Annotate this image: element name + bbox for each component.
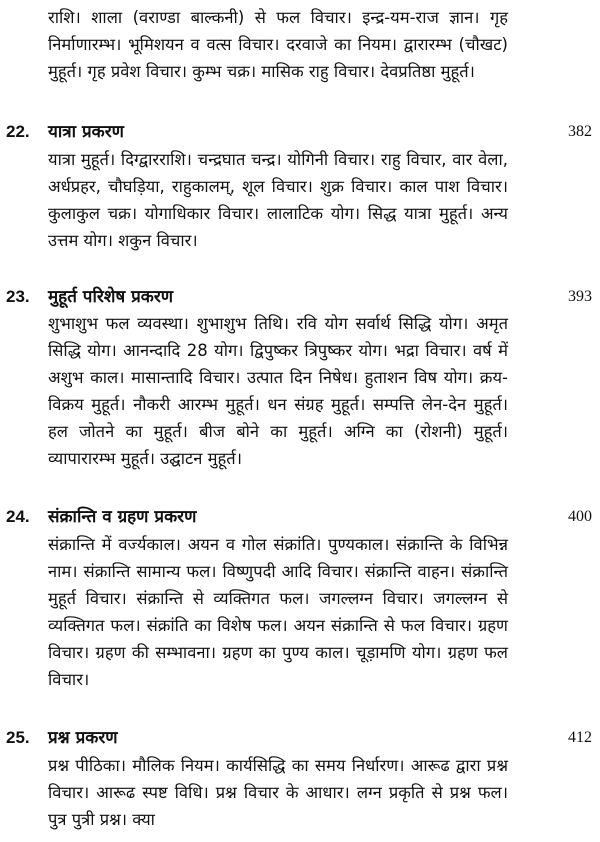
section-paragraph-23: शुभाशुभ फल व्यवस्था। शुभाशुभ तिथि। रवि योग सर्वार्थ सिद्धि योग। अमृत सिद्धि योग। आनन्दादि 28 योग। द्विपुष्कर त्रिपुष्कर योग। भद्रा विचार। वर्ष में अशुभ काल। मासान्तादि विचार। उत्पात दिन निषेध। हुताशन विष योग। क्रय-विक्रय मुहूर्त। नौकरी आरम्भ मुहूर्त। धन संग्रह मुहूर्त। सम्पत्ति लेन-देन मुहूर्त। हल जोतने का मुहूर्त। बीज बोने का मुहूर्त। अग्नि का (रोशनी) मुहूर्त। व्यापारारम्भ मुहूर्त। उद्घाटन मुहूर्त। (48, 314, 508, 468)
section-heading-23 (0, 283, 600, 311)
section-number: 25. (6, 728, 30, 747)
intro-paragraph: राशि। शाला (वराण्डा बाल्कनी) से फल विचार। इन्द्र-यम-राज ज्ञान। गृह निर्माणारम्भ। भूमिशयन व वत्स विचार। दरवाजे का नियम। द्वारारम्भ (चौखट) मुहूर्त। गृह प्रवेश विचार। कुम्भ चक्र। मासिक राहु विचार। देवप्रतिष्ठा मुहूर्त। (48, 8, 508, 81)
section-number: 23. (6, 287, 30, 306)
section-page-number: 412 (568, 729, 592, 746)
section-paragraph-25: प्रश्न पीठिका। मौलिक नियम। कार्यसिद्धि का समय निर्धारण। आरूढ द्वारा प्रश्न विचार। आरूढ स्पष्ट विधि। प्रश्न विचार के आधार। लग्न प्रकृति से प्रश्न फल। पुत्र पुत्री प्रश्न। क्या (48, 756, 508, 829)
section-title: प्रश्न प्रकरण (48, 728, 118, 748)
section-heading-25 (0, 724, 600, 752)
section-number: 22. (6, 122, 30, 141)
section-paragraph-22: यात्रा मुहूर्त। दिग्द्वारराशि। चन्द्रघात चन्द्र। योगिनी विचार। राहु विचार, वार वेला, अर्धप्रहर, चौघड़िया, राहुकालम्, शूल विचार। शुक्र विचार। काल पाश विचार। कुलाकुल चक्र। योगाधिकार विचार। लालाटिक योग। सिद्ध यात्रा मुहूर्त। अन्य उत्तम योग। शकुन विचार। (48, 150, 508, 250)
section-number: 24. (6, 507, 30, 526)
section-heading-22 (0, 118, 600, 146)
section-page-number: 382 (568, 123, 592, 140)
section-page-number: 393 (568, 288, 592, 305)
section-title: संक्रान्ति व ग्रहण प्रकरण (48, 507, 197, 527)
section-paragraph-24: संक्रान्ति में वर्ज्यकाल। अयन व गोल संक्रांति। पुण्यकाल। संक्रान्ति के विभिन्न नाम। संक्रान्ति सामान्य फल। विष्णुपदी आदि विचार। संक्रान्ति वाहन। संक्रान्ति मुहूर्त विचार। संक्रान्ति से व्यक्तिगत फल। जगल्लग्न विचार। जगल्लग्न से व्यक्तिगत फल। संक्रांति का विशेष फल। अयन संक्रान्ति से फल विचार। ग्रहण विचार। ग्रहण की सम्भावना। ग्रहण का पुण्य काल। चूड़ामणि योग। ग्रहण फल विचार। (48, 535, 508, 689)
section-title: मुहूर्त परिशेष प्रकरण (48, 287, 174, 307)
section-title: यात्रा प्रकरण (48, 122, 124, 142)
section-page-number: 400 (568, 508, 592, 525)
section-heading-24 (0, 503, 600, 531)
